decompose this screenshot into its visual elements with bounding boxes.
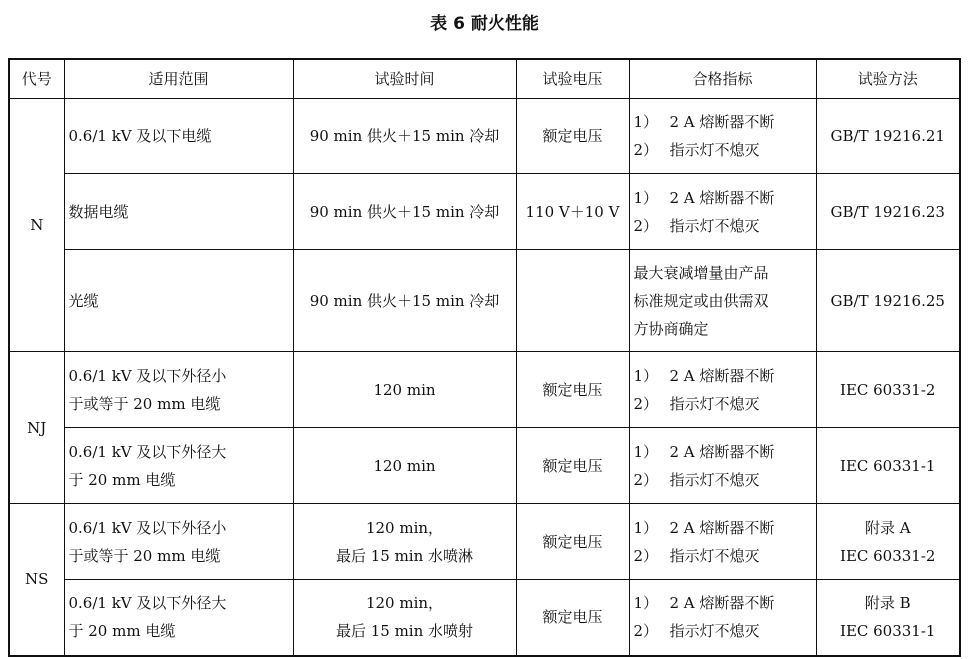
criteria-cell: [629, 504, 816, 580]
criteria-text: 指示灯不熄灭: [669, 546, 760, 565]
criteria-cell: [629, 99, 816, 174]
test-method-line: GB/T 19216.23: [830, 202, 945, 221]
criteria-text: 指示灯不熄灭: [669, 141, 760, 159]
scope-line: 0.6/1 kV 及以下外径小: [68, 366, 227, 385]
scope-line: 于 20 mm 电缆: [68, 622, 176, 641]
header-test-voltage: 试验电压: [516, 59, 629, 99]
criteria-number: 2）: [633, 141, 659, 159]
test-method-cell: [816, 504, 960, 580]
test-method-cell: [816, 428, 960, 504]
scope-cell: [64, 580, 293, 656]
scope-cell: [64, 428, 293, 504]
criteria-item: [634, 542, 812, 570]
scope-cell: [64, 504, 293, 580]
test-time-cell: [293, 99, 516, 174]
header-test-time: 试验时间: [293, 59, 516, 99]
criteria-item: [634, 514, 812, 542]
table-row: [9, 174, 960, 250]
criteria-text: 指示灯不熄灭: [669, 470, 760, 489]
criteria-text: 2 A 熔断器不断: [669, 188, 775, 207]
test-time-cell: [293, 174, 516, 250]
test-time-line: 120 min，: [365, 518, 444, 537]
criteria-item: [634, 184, 812, 212]
table-row: [9, 352, 960, 428]
fire-resistance-table: [8, 58, 961, 657]
criteria-item: [634, 617, 812, 645]
criteria-item: [634, 466, 812, 494]
scope-line: 于或等于 20 mm 电缆: [68, 546, 221, 565]
header-code: 代号: [9, 59, 64, 99]
test-time-cell: [293, 250, 516, 352]
criteria-number: 1）: [633, 442, 659, 461]
test-voltage-cell: 额定电压: [516, 580, 629, 656]
test-method-line: IEC 60331-2: [840, 380, 936, 399]
header-scope: 适用范围: [64, 59, 293, 99]
criteria-number: 2）: [633, 546, 659, 565]
scope-line: 0.6/1 kV 及以下电缆: [68, 127, 212, 145]
criteria-number: 1）: [633, 594, 659, 613]
test-time-line: 最后 15 min 水喷射: [335, 622, 474, 641]
test-method-line: 附录 A: [864, 518, 911, 537]
scope-line: 数据电缆: [68, 202, 129, 221]
criteria-item: [634, 390, 812, 418]
table-title: 表 6 耐火性能: [430, 14, 539, 34]
criteria-item: [634, 108, 812, 136]
criteria-number: 2）: [633, 394, 659, 413]
criteria-text-line: 方协商确定: [633, 319, 709, 338]
header-test-method: 试验方法: [816, 59, 960, 99]
code-cell: NJ: [9, 352, 64, 504]
test-method-line: GB/T 19216.21: [830, 127, 945, 145]
test-time-cell: [293, 504, 516, 580]
test-voltage-cell: [516, 250, 629, 352]
test-time-cell: [293, 352, 516, 428]
test-time-cell: [293, 580, 516, 656]
scope-line: 于 20 mm 电缆: [68, 470, 176, 489]
test-voltage-cell: 额定电压: [516, 352, 629, 428]
table-row: [9, 250, 960, 352]
test-time-line: 90 min 供火＋15 min 冷却: [309, 127, 500, 145]
scope-cell: [64, 174, 293, 250]
scope-cell: [64, 250, 293, 352]
table-body: [9, 99, 960, 656]
criteria-cell: [629, 174, 816, 250]
scope-cell: [64, 352, 293, 428]
test-method-cell: [816, 99, 960, 174]
criteria-text-line: 最大衰减增量由产品: [633, 263, 769, 282]
test-voltage-cell: 额定电压: [516, 99, 629, 174]
test-time-line: 120 min: [373, 456, 436, 475]
test-method-cell: [816, 174, 960, 250]
criteria-item: [634, 589, 812, 617]
test-time-cell: [293, 428, 516, 504]
criteria-number: 1）: [633, 113, 659, 131]
criteria-text: 2 A 熔断器不断: [669, 594, 775, 613]
criteria-item: [634, 212, 812, 240]
header-row: [9, 59, 960, 99]
criteria-text: 2 A 熔断器不断: [669, 442, 775, 461]
test-method-line: GB/T 19216.25: [830, 291, 945, 310]
test-method-line: IEC 60331-2: [840, 546, 936, 565]
criteria-text: 2 A 熔断器不断: [669, 113, 775, 131]
table-row: [9, 99, 960, 174]
code-cell: NS: [9, 504, 64, 656]
test-method-cell: [816, 580, 960, 656]
test-voltage-cell: 额定电压: [516, 428, 629, 504]
test-voltage-cell: 额定电压: [516, 504, 629, 580]
test-time-line: 120 min，: [365, 594, 444, 613]
criteria-number: 1）: [633, 366, 659, 385]
test-time-line: 最后 15 min 水喷淋: [335, 546, 474, 565]
table-row: [9, 428, 960, 504]
criteria-number: 1）: [633, 188, 659, 207]
test-time-line: 90 min 供火＋15 min 冷却: [309, 202, 500, 221]
table-row: [9, 580, 960, 656]
scope-line: 光缆: [68, 291, 99, 310]
criteria-number: 1）: [633, 518, 659, 537]
criteria-text: 指示灯不熄灭: [669, 622, 760, 641]
scope-line: 0.6/1 kV 及以下外径大: [68, 442, 227, 461]
test-method-line: IEC 60331-1: [840, 456, 936, 475]
scope-cell: [64, 99, 293, 174]
criteria-text: 指示灯不熄灭: [669, 394, 760, 413]
criteria-item: [634, 136, 812, 164]
criteria-cell: [629, 428, 816, 504]
test-method-cell: [816, 250, 960, 352]
scope-line: 于或等于 20 mm 电缆: [68, 394, 221, 413]
table-row: [9, 504, 960, 580]
criteria-number: 2）: [633, 470, 659, 489]
code-cell: N: [9, 99, 64, 352]
test-time-line: 90 min 供火＋15 min 冷却: [309, 291, 500, 310]
criteria-text-line: 标准规定或由供需双: [633, 291, 769, 310]
criteria-item: [634, 438, 812, 466]
criteria-cell: [629, 580, 816, 656]
test-method-cell: [816, 352, 960, 428]
criteria-item: [634, 362, 812, 390]
criteria-number: 2）: [633, 216, 659, 235]
scope-line: 0.6/1 kV 及以下外径大: [68, 594, 227, 613]
scope-line: 0.6/1 kV 及以下外径小: [68, 518, 227, 537]
header-criteria: 合格指标: [629, 59, 816, 99]
criteria-cell: [629, 352, 816, 428]
criteria-text: 指示灯不熄灭: [669, 216, 760, 235]
test-voltage-cell: 110 V＋10 V: [516, 174, 629, 250]
criteria-text: 2 A 熔断器不断: [669, 518, 775, 537]
criteria-number: 2）: [633, 622, 659, 641]
test-method-line: 附录 B: [864, 594, 911, 613]
test-method-line: IEC 60331-1: [840, 622, 936, 641]
criteria-text: 2 A 熔断器不断: [669, 366, 775, 385]
criteria-cell: [629, 250, 816, 352]
test-time-line: 120 min: [373, 380, 436, 399]
